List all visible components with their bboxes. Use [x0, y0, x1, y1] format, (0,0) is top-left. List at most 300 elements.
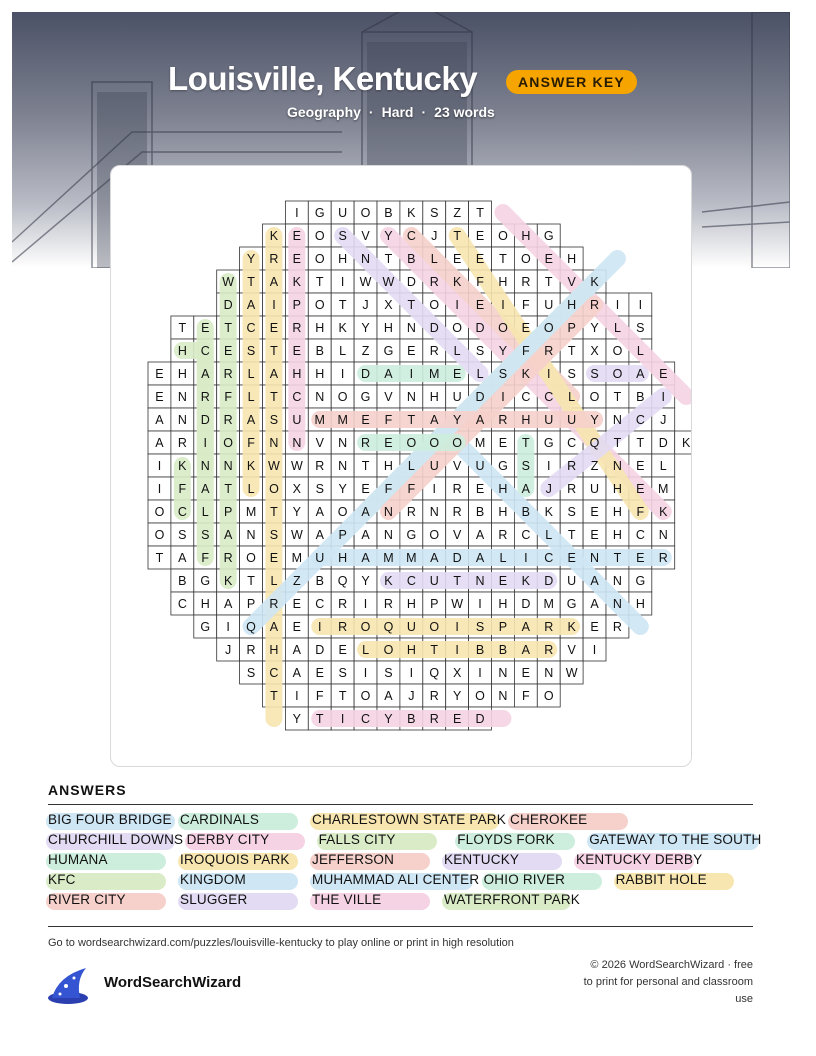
grid-letter: K: [590, 275, 599, 289]
grid-letter: E: [521, 321, 531, 335]
grid-letter: I: [226, 620, 230, 634]
grid-letter: Y: [498, 344, 508, 358]
grid-letter: F: [178, 482, 187, 496]
grid-letter: A: [223, 597, 233, 611]
grid-letter: S: [178, 528, 187, 542]
grid-letter: F: [476, 275, 484, 289]
grid-letter: T: [338, 689, 347, 703]
grid-letter: A: [315, 505, 324, 519]
grid-letter: R: [223, 367, 233, 381]
grid-letter: R: [658, 551, 668, 565]
word-search-grid: [111, 166, 691, 766]
grid-letter: T: [453, 574, 461, 588]
grid-letter: K: [223, 574, 233, 588]
grid-letter: K: [659, 505, 668, 519]
grid-letter: E: [292, 229, 302, 243]
grid-letter: K: [246, 459, 256, 473]
grid-letter: R: [406, 505, 416, 519]
grid-letter: I: [432, 482, 436, 496]
grid-letter: O: [452, 321, 463, 335]
grid-letter: I: [455, 643, 459, 657]
grid-letter: C: [177, 505, 187, 519]
grid-letter: J: [545, 482, 552, 496]
grid-letter: L: [568, 390, 576, 404]
grid-letter: E: [155, 390, 164, 404]
grid-letter: E: [498, 574, 508, 588]
grid-letter: D: [544, 574, 554, 588]
grid-letter: T: [247, 275, 255, 289]
grid-letter: F: [315, 689, 324, 703]
grid-letter: V: [315, 436, 324, 450]
grid-letter: I: [547, 367, 551, 381]
grid-letter: F: [522, 298, 530, 312]
grid-letter: A: [384, 689, 393, 703]
brand-name: WordSearchWizard: [104, 974, 242, 991]
answer-word: [180, 892, 247, 907]
grid-letter: B: [498, 643, 508, 657]
grid-letter: H: [177, 344, 187, 358]
answer-word-text: SLUGGER: [180, 892, 248, 907]
grid-letter: Z: [293, 574, 301, 588]
wizard-hat-logo: [46, 964, 94, 1006]
grid-letter: H: [269, 643, 279, 657]
grid-letter: E: [475, 298, 485, 312]
grid-letter: A: [430, 413, 439, 427]
answer-word: [48, 832, 183, 847]
grid-letter: L: [430, 252, 438, 266]
grid-letter: M: [406, 551, 417, 565]
answers-heading: ANSWERS: [48, 782, 127, 798]
grid-letter: U: [315, 551, 325, 565]
grid-letter: R: [361, 436, 371, 450]
grid-letter: B: [636, 390, 645, 404]
grid-letter: F: [201, 551, 210, 565]
grid-letter: K: [452, 275, 462, 289]
grid-letter: I: [455, 298, 459, 312]
grid-letter: A: [155, 436, 164, 450]
grid-letter: U: [567, 413, 577, 427]
grid-letter: N: [658, 528, 668, 542]
grid-letter: B: [407, 252, 416, 266]
grid-letter: O: [429, 528, 440, 542]
grid-letter: E: [361, 482, 370, 496]
grid-letter: A: [475, 413, 485, 427]
grid-letter: C: [544, 390, 554, 404]
grid-letter: E: [636, 551, 645, 565]
grid-letter: F: [636, 505, 645, 519]
grid-letter: D: [315, 643, 325, 657]
grid-letter: M: [245, 505, 257, 519]
answer-word: [180, 812, 259, 827]
grid-letter: K: [178, 459, 187, 473]
answer-word: [48, 892, 126, 907]
grid-letter: P: [430, 597, 439, 611]
answer-word-text: FLOYDS FORK: [457, 832, 555, 847]
grid-letter: K: [292, 275, 302, 289]
grid-letter: T: [613, 436, 622, 450]
grid-letter: E: [452, 712, 462, 726]
grid-letter: B: [315, 574, 324, 588]
grid-letter: E: [155, 367, 164, 381]
grid-letter: I: [615, 298, 620, 312]
grid-letter: S: [430, 206, 439, 220]
grid-letter: O: [406, 436, 417, 450]
grid-letter: K: [521, 367, 531, 381]
grid-letter: F: [522, 344, 530, 358]
answer-word: [48, 812, 172, 827]
grid-letter: T: [522, 436, 530, 450]
grid-letter: N: [292, 436, 302, 450]
grid-letter: D: [452, 551, 462, 565]
grid-letter: A: [292, 666, 302, 680]
grid-letter: O: [429, 620, 440, 634]
grid-letter: F: [224, 390, 232, 404]
grid-letter: J: [660, 413, 667, 427]
grid-letter: E: [338, 643, 347, 657]
grid-letter: T: [613, 390, 622, 404]
grid-letter: J: [362, 298, 369, 312]
grid-letter: I: [272, 298, 276, 312]
grid-letter: A: [636, 367, 645, 381]
grid-letter: T: [270, 505, 278, 519]
grid-letter: X: [292, 482, 302, 496]
grid-letter: A: [521, 620, 531, 634]
grid-letter: C: [521, 390, 531, 404]
grid-letter: H: [383, 459, 393, 473]
grid-letter: L: [247, 482, 255, 496]
grid-letter: K: [521, 574, 531, 588]
grid-letter: M: [543, 597, 554, 611]
grid-letter: U: [475, 459, 485, 473]
page-title: Louisville, Kentucky: [168, 60, 478, 97]
grid-letter: X: [590, 344, 599, 358]
grid-letter: R: [383, 597, 393, 611]
answer-word: [484, 872, 566, 887]
grid-letter: R: [429, 712, 439, 726]
grid-letter: E: [292, 252, 302, 266]
footer-link[interactable]: Go to wordsearchwizard.com/puzzles/louisville-kentucky to play online or print in high resolution: [48, 937, 514, 949]
grid-letter: D: [406, 275, 416, 289]
answer-word: [510, 812, 587, 827]
grid-letter: R: [567, 482, 577, 496]
grid-letter: E: [315, 666, 324, 680]
grid-letter: M: [291, 551, 303, 565]
grid-letter: S: [567, 367, 576, 381]
grid-letter: T: [613, 551, 622, 565]
grid-letter: M: [314, 413, 325, 427]
grid-letter: R: [269, 597, 279, 611]
grid-letter: O: [589, 390, 600, 404]
grid-letter: O: [314, 229, 325, 243]
grid-letter: M: [383, 551, 394, 565]
grid-letter: H: [338, 252, 348, 266]
grid-letter: K: [384, 574, 393, 588]
grid-letter: I: [638, 298, 643, 312]
grid-letter: U: [567, 574, 577, 588]
grid-letter: N: [200, 459, 210, 473]
grid-letter: G: [566, 597, 577, 611]
grid-letter: H: [406, 643, 416, 657]
grid-letter: S: [338, 229, 347, 243]
grid-letter: G: [543, 229, 554, 243]
grid-letter: N: [406, 321, 416, 335]
category-label: Geography: [287, 104, 361, 120]
grid-letter: R: [200, 390, 210, 404]
answer-word: [444, 852, 519, 867]
grid-letter: W: [451, 597, 464, 611]
grid-letter: A: [246, 298, 256, 312]
answer-word-text: KINGDOM: [180, 872, 246, 887]
grid-letter: I: [340, 275, 345, 289]
answer-word-text: CARDINALS: [180, 812, 260, 827]
grid-letter: Y: [246, 252, 256, 266]
grid-letter: E: [590, 620, 599, 634]
grid-letter: G: [498, 459, 508, 473]
grid-letter: A: [155, 413, 164, 427]
grid-letter: Z: [361, 344, 370, 358]
grid-letter: H: [612, 528, 622, 542]
answer-word: [312, 812, 506, 827]
answer-word-text: KFC: [48, 872, 76, 887]
grid-letter: U: [429, 574, 439, 588]
answer-word: [312, 872, 479, 887]
grid-letter: T: [499, 252, 507, 266]
grid-letter: V: [452, 528, 462, 542]
grid-letter: H: [292, 367, 302, 381]
grid-letter: I: [524, 551, 528, 565]
grid-letter: P: [567, 321, 576, 335]
grid-letter: P: [223, 505, 233, 519]
grid-letter: G: [635, 574, 646, 588]
grid-letter: R: [429, 275, 439, 289]
grid-letter: Y: [452, 413, 462, 427]
grid-letter: S: [498, 367, 508, 381]
grid-letter: R: [544, 620, 554, 634]
grid-letter: N: [383, 528, 393, 542]
grid-letter: E: [223, 344, 233, 358]
grid-letter: T: [407, 298, 416, 312]
answer-word-text: JEFFERSON: [312, 852, 395, 867]
grid-letter: W: [268, 459, 280, 473]
grid-letter: B: [407, 712, 416, 726]
grid-letter: T: [567, 528, 576, 542]
answer-word: [180, 872, 246, 887]
grid-letter: K: [567, 620, 576, 634]
grid-letter: O: [246, 551, 256, 565]
grid-letter: C: [177, 597, 187, 611]
grid-letter: E: [521, 666, 531, 680]
grid-letter: I: [363, 597, 368, 611]
word-count-label: 23 words: [434, 104, 495, 120]
grid-letter: Y: [590, 413, 599, 427]
grid-letter: O: [314, 252, 325, 266]
grid-letter: G: [200, 574, 211, 588]
grid-letter: V: [567, 275, 576, 289]
grid-letter: L: [636, 344, 644, 358]
grid-letter: N: [612, 459, 622, 473]
grid-letter: N: [223, 459, 233, 473]
grid-letter: D: [475, 712, 485, 726]
grid-letter: U: [544, 413, 554, 427]
answer-word: [616, 872, 707, 887]
grid-letter: S: [246, 344, 256, 358]
answer-word-text: CHURCHILL DOWNS: [48, 832, 184, 847]
grid-letter: E: [292, 620, 302, 634]
grid-letter: O: [543, 321, 554, 335]
grid-letter: R: [498, 528, 508, 542]
grid-letter: E: [361, 413, 370, 427]
grid-letter: A: [246, 413, 256, 427]
grid-letter: H: [498, 275, 508, 289]
grid-letter: C: [521, 528, 531, 542]
grid-letter: O: [360, 620, 371, 634]
grid-letter: E: [636, 482, 645, 496]
grid-letter: U: [590, 482, 600, 496]
grid-letter: V: [361, 229, 370, 243]
grid-letter: F: [384, 482, 393, 496]
grid-letter: D: [475, 321, 485, 335]
grid-letter: N: [361, 252, 371, 266]
grid-letter: N: [612, 597, 622, 611]
grid-letter: G: [406, 528, 417, 542]
grid-letter: O: [475, 689, 485, 703]
grid-letter: U: [338, 206, 348, 220]
grid-letter: M: [474, 436, 486, 450]
grid-letter: Z: [453, 206, 461, 220]
grid-letter: U: [429, 459, 439, 473]
grid-letter: W: [290, 459, 303, 473]
grid-letter: R: [315, 459, 325, 473]
grid-letter: O: [223, 436, 234, 450]
grid-letter: O: [269, 482, 279, 496]
grid-letter: W: [382, 275, 395, 289]
grid-letter: N: [406, 390, 416, 404]
grid-letter: P: [498, 620, 508, 634]
grid-letter: K: [681, 436, 691, 450]
grid-letter: R: [498, 413, 508, 427]
puzzle-card: [110, 165, 692, 767]
grid-letter: P: [292, 298, 302, 312]
grid-letter: H: [200, 597, 210, 611]
grid-letter: L: [613, 321, 621, 335]
grid-letter: A: [361, 528, 370, 542]
answer-word-text: RABBIT HOLE: [615, 872, 707, 887]
answer-word-text: OHIO RIVER: [483, 872, 566, 887]
grid-letter: A: [384, 367, 393, 381]
grid-letter: R: [521, 275, 531, 289]
grid-letter: C: [406, 574, 416, 588]
grid-letter: F: [407, 482, 416, 496]
grid-letter: I: [478, 666, 482, 680]
grid-letter: K: [269, 229, 279, 243]
grid-letter: W: [359, 275, 372, 289]
grid-letter: I: [203, 436, 207, 450]
grid-letter: R: [292, 321, 302, 335]
grid-letter: E: [292, 597, 302, 611]
grid-letter: R: [590, 298, 600, 312]
grid-letter: H: [498, 505, 508, 519]
grid-letter: N: [429, 505, 439, 519]
grid-letter: R: [338, 620, 348, 634]
answer-word: [312, 852, 394, 867]
grid-letter: L: [545, 528, 553, 542]
grid-letter: I: [547, 459, 551, 473]
grid-letter: O: [498, 321, 508, 335]
grid-letter: N: [498, 689, 508, 703]
grid-letter: Q: [589, 436, 600, 450]
grid-letter: H: [612, 482, 622, 496]
grid-letter: L: [362, 643, 370, 657]
grid-letter: A: [590, 597, 599, 611]
grid-letter: E: [269, 321, 279, 335]
answer-word-text: KENTUCKY: [444, 852, 520, 867]
grid-letter: I: [501, 298, 505, 312]
grid-letter: A: [361, 551, 370, 565]
grid-letter: O: [452, 436, 463, 450]
grid-letter: C: [315, 597, 325, 611]
grid-letter: S: [315, 482, 324, 496]
grid-letter: L: [201, 505, 209, 519]
grid-letter: A: [590, 574, 599, 588]
grid-letter: R: [246, 643, 256, 657]
grid-letter: N: [383, 505, 393, 519]
grid-letter: I: [363, 666, 368, 680]
grid-letter: G: [314, 206, 325, 220]
answer-word-text: CHARLESTOWN STATE PARK: [312, 812, 506, 827]
meta-separator: ·: [421, 104, 427, 120]
grid-letter: N: [498, 666, 508, 680]
answers-divider-top: [48, 804, 753, 805]
grid-letter: E: [498, 436, 508, 450]
grid-letter: W: [290, 528, 303, 542]
grid-letter: C: [544, 551, 554, 565]
grid-letter: T: [224, 482, 232, 496]
grid-letter: U: [452, 390, 462, 404]
grid-letter: O: [360, 689, 371, 703]
grid-letter: I: [157, 459, 162, 473]
grid-letter: I: [318, 620, 322, 634]
difficulty-label: Hard: [381, 104, 414, 120]
grid-letter: L: [247, 367, 255, 381]
grid-letter: L: [339, 344, 347, 358]
grid-letter: C: [567, 436, 577, 450]
grid-letter: L: [270, 574, 278, 588]
answer-word: [319, 832, 396, 847]
grid-letter: J: [408, 689, 415, 703]
grid-letter: I: [592, 643, 597, 657]
grid-letter: H: [635, 597, 645, 611]
grid-letter: T: [544, 275, 553, 289]
grid-letter: A: [475, 528, 485, 542]
copyright-text: © 2026 WordSearchWizard · free to print for personal and classroom use: [583, 959, 753, 1005]
grid-letter: U: [544, 298, 554, 312]
answer-word: [457, 832, 554, 847]
grid-letter: A: [430, 551, 439, 565]
grid-letter: T: [567, 344, 576, 358]
grid-letter: E: [590, 528, 599, 542]
grid-letter: N: [612, 574, 622, 588]
grid-letter: Y: [590, 321, 599, 335]
answer-word-text: MUHAMMAD ALI CENTER: [312, 872, 480, 887]
grid-letter: L: [247, 390, 255, 404]
grid-letter: G: [200, 620, 211, 634]
grid-letter: E: [544, 252, 553, 266]
grid-letter: I: [455, 620, 459, 634]
grid-letter: L: [659, 459, 667, 473]
grid-letter: I: [501, 390, 505, 404]
grid-letter: Y: [384, 712, 393, 726]
grid-letter: Q: [429, 666, 440, 680]
